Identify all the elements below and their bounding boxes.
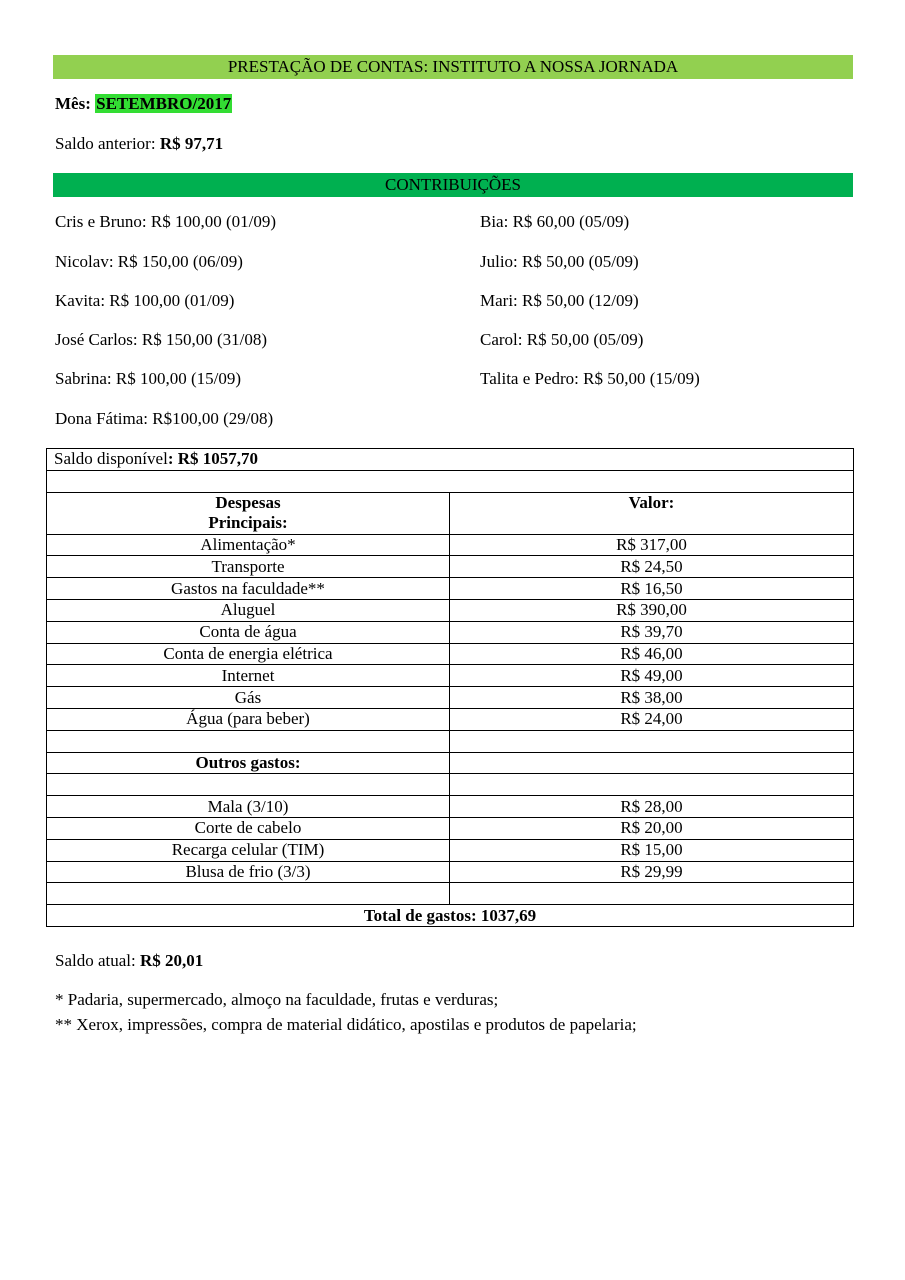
available-balance-row [47,449,854,471]
table-header-row [47,492,854,534]
contribution-item: Kavita: R$ 100,00 (01/09) [55,291,235,310]
available-balance-value: : R$ 1057,70 [167,449,259,469]
table-row [47,578,854,600]
expense-value: R$ 317,00 [450,534,854,556]
table-row [47,621,854,643]
contribution-item: Cris e Bruno: R$ 100,00 (01/09) [55,212,276,231]
expense-item: Aluguel [47,599,450,621]
total-expenses: Total de gastos: 1037,69 [47,905,854,927]
expense-value: R$ 15,00 [450,839,854,861]
expense-item: Alimentação* [47,534,450,556]
expense-item: Corte de cabelo [47,817,450,839]
month-value: SETEMBRO/2017 [96,94,232,113]
expense-item: Água (para beber) [47,708,450,730]
current-balance-label: Saldo atual: [55,951,136,970]
expense-value: R$ 24,00 [450,708,854,730]
contribution-item: Julio: R$ 50,00 (05/09) [480,252,639,271]
table-row [47,796,854,818]
expense-value: R$ 24,50 [450,556,854,578]
contribution-item: Dona Fátima: R$100,00 (29/08) [55,409,274,428]
table-row [47,861,854,883]
previous-balance-value: R$ 97,71 [159,134,224,153]
expense-value: R$ 39,70 [450,621,854,643]
table-spacer-row [47,730,854,752]
table-row [47,839,854,861]
expense-value: R$ 20,00 [450,817,854,839]
contribution-item: Mari: R$ 50,00 (12/09) [480,291,639,310]
contribution-item: José Carlos: R$ 150,00 (31/08) [55,330,268,349]
contribution-item: Sabrina: R$ 100,00 (15/09) [55,369,242,388]
table-row [47,556,854,578]
contribution-item: Carol: R$ 50,00 (05/09) [480,330,644,349]
expense-value: R$ 28,00 [450,796,854,818]
other-expenses-header: Outros gastos: [47,752,450,774]
expense-value: R$ 49,00 [450,665,854,687]
column-header-value: Valor: [450,492,854,534]
column-header-main: Despesas Principais: [208,492,288,532]
expense-value: R$ 46,00 [450,643,854,665]
table-row [47,599,854,621]
expense-item: Conta de água [47,621,450,643]
expense-item: Recarga celular (TIM) [47,839,450,861]
expense-item: Conta de energia elétrica [47,643,450,665]
month-line [55,94,232,114]
document-title: PRESTAÇÃO DE CONTAS: INSTITUTO A NOSSA JORNADA [53,55,853,79]
footnote: * Padaria, supermercado, almoço na faculdade, frutas e verduras; [55,990,499,1009]
table-spacer-row [47,470,854,492]
expense-item: Internet [47,665,450,687]
footnote: ** Xerox, impressões, compra de material didático, apostilas e produtos de papelaria; [55,1015,637,1034]
table-spacer-row [47,883,854,905]
expense-item: Transporte [47,556,450,578]
other-expenses-header-row [47,752,854,774]
expense-item: Blusa de frio (3/3) [47,861,450,883]
table-row [47,665,854,687]
contributions-header: CONTRIBUIÇÕES [53,173,853,197]
expense-value: R$ 29,99 [450,861,854,883]
expense-item: Gás [47,687,450,709]
expense-item: Mala (3/10) [47,796,450,818]
table-row [47,643,854,665]
expense-value: R$ 16,50 [450,578,854,600]
month-label: Mês: [55,94,91,113]
expense-value: R$ 390,00 [450,599,854,621]
previous-balance-label: Saldo anterior: [55,134,156,153]
table-row [47,534,854,556]
current-balance-value: R$ 20,01 [139,951,204,970]
contribution-item: Bia: R$ 60,00 (05/09) [480,212,630,231]
table-spacer-row [47,774,854,796]
current-balance-line [55,951,203,971]
expense-value: R$ 38,00 [450,687,854,709]
previous-balance-line [55,134,223,154]
expense-item: Gastos na faculdade** [47,578,450,600]
table-row [47,708,854,730]
total-row [47,905,854,927]
available-balance-cell [47,449,854,471]
table-row [47,687,854,709]
table-row [47,817,854,839]
available-balance-label: Saldo disponível [54,449,168,469]
contribution-item: Nicolav: R$ 150,00 (06/09) [55,252,243,271]
expenses-table [46,448,854,927]
contribution-item: Talita e Pedro: R$ 50,00 (15/09) [480,369,700,388]
